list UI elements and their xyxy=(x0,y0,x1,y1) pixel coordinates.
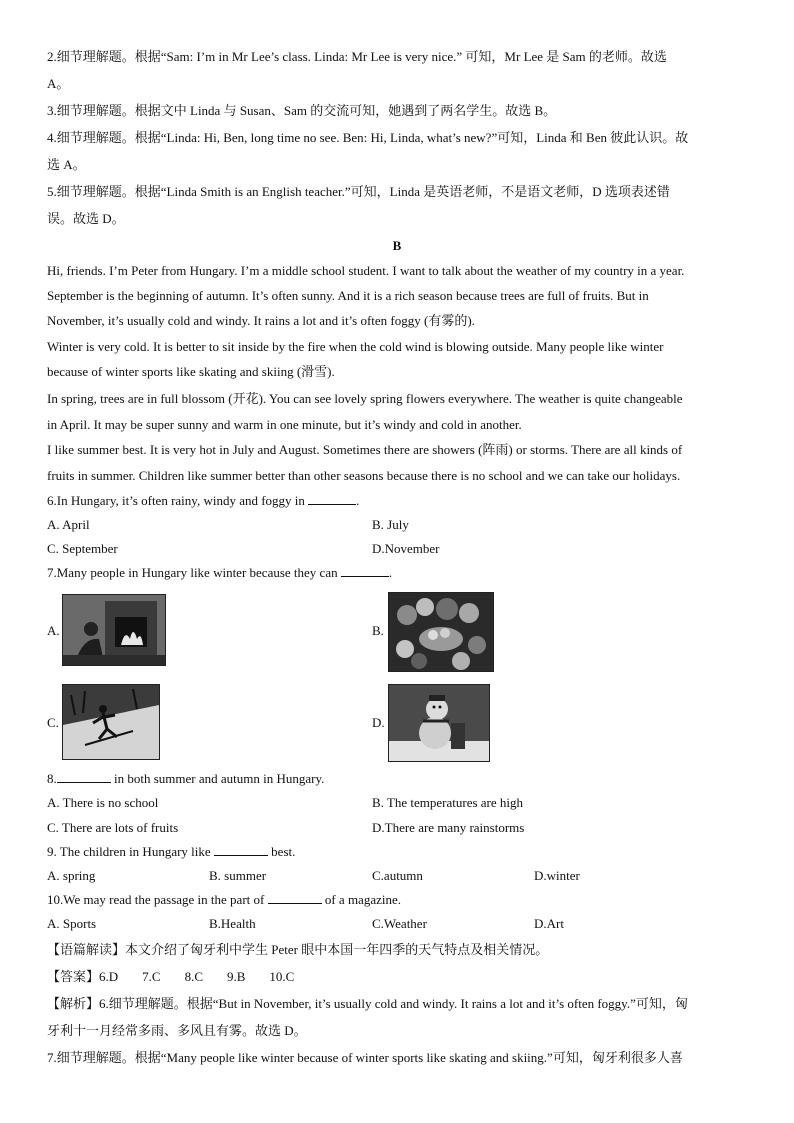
q8-option-c: C. There are lots of fruits xyxy=(47,820,179,835)
answer-blank xyxy=(341,564,389,577)
q9-option-b: B. summer xyxy=(209,868,267,883)
explanation-2-line1: 2.细节理解题。根据“Sam: I’m in Mr Lee’s class. Linda: Mr Lee is very nice.” 可知，Mr Lee 是 Sam 的老师。故选 xyxy=(47,49,667,64)
passage-line: fruits in summer. Children like summer better than other seasons because there is no school and we can take our holidays. xyxy=(47,468,681,483)
fruits-photo xyxy=(388,592,494,672)
explanation-5-line1: 5.细节理解题。根据“Linda Smith is an English teacher.”可知，Linda 是英语老师，不是语文老师，D 选项表述错 xyxy=(47,184,670,199)
explanation-2-line2: A。 xyxy=(47,76,70,91)
q8-option-a: A. There is no school xyxy=(47,795,159,810)
question-6-stem: 6.In Hungary, it’s often rainy, windy and foggy in . xyxy=(47,493,360,508)
explanation-4-line1: 4.细节理解题。根据“Linda: Hi, Ben, long time no see. Ben: Hi, Linda, what’s new?”可知，Linda 和 Ben 彼此认识。故 xyxy=(47,130,689,145)
q8-option-b: B. The temperatures are high xyxy=(372,795,524,810)
answer-item: 7.C xyxy=(142,969,161,984)
analysis-7-line1: 7.细节理解题。根据“Many people like winter because of winter sports like skating and skiing.”可知，匈牙利很多人喜 xyxy=(47,1050,683,1065)
q7-option-c-label: C. xyxy=(47,715,59,730)
question-7-stem: 7.Many people in Hungary like winter because they can . xyxy=(47,565,393,580)
reading-summary: 【语篇解读】本文介绍了匈牙利中学生 Peter 眼中本国一年四季的天气特点及相关情况。 xyxy=(47,942,549,957)
q7-option-a-label: A. xyxy=(47,623,60,638)
passage-line: Hi, friends. I’m Peter from Hungary. I’m a middle school student. I want to talk about the weather of my country in a year. xyxy=(47,263,685,278)
answer-blank xyxy=(214,843,268,856)
q7-option-d-label: D. xyxy=(372,715,385,730)
q6-option-b: B. July xyxy=(372,517,409,532)
passage-line: in April. It may be super sunny and warm in one minute, but it’s windy and cold in another. xyxy=(47,417,522,432)
answer-item: 10.C xyxy=(269,969,295,984)
passage-line: September is the beginning of autumn. It’s often sunny. And it is a rich season because trees are full of fruits. But in xyxy=(47,288,649,303)
answer-blank xyxy=(308,492,356,505)
question-9-stem: 9. The children in Hungary like best. xyxy=(47,844,296,859)
question-10-stem: 10.We may read the passage in the part of of a magazine. xyxy=(47,892,401,907)
section-label: B xyxy=(392,238,402,253)
passage-line: I like summer best. It is very hot in July and August. Sometimes there are showers (阵雨) or storms. There are all kinds of xyxy=(47,442,683,457)
q10-option-d: D.Art xyxy=(534,916,564,931)
explanation-4-line2: 选 A。 xyxy=(47,157,86,172)
explanation-5-line2: 误。故选 D。 xyxy=(47,211,125,226)
answer-item: 8.C xyxy=(184,969,203,984)
question-8-stem: 8. in both summer and autumn in Hungary. xyxy=(47,771,325,786)
passage-line: because of winter sports like skating and skiing (滑雪). xyxy=(47,364,335,379)
q6-option-a: A. April xyxy=(47,517,90,532)
q9-option-a: A. spring xyxy=(47,868,96,883)
passage-line: November, it’s usually cold and windy. It rains a lot and it’s often foggy (有雾的). xyxy=(47,313,475,328)
q8-option-d: D.There are many rainstorms xyxy=(372,820,525,835)
q9-option-c: C.autumn xyxy=(372,868,423,883)
answer-item: 6.D xyxy=(99,969,119,984)
snowman-photo xyxy=(388,684,490,762)
answer-blank xyxy=(268,891,322,904)
q10-option-c: C.Weather xyxy=(372,916,427,931)
q9-option-d: D.winter xyxy=(534,868,580,883)
analysis-6-line2: 牙利十一月经常多雨、多风且有雾。故选 D。 xyxy=(47,1023,307,1038)
analysis-6-line1: 【解析】6.细节理解题。根据“But in November, it’s usually cold and windy. It rains a lot and it’s often foggy.”可知，匈 xyxy=(47,996,688,1011)
answer-key xyxy=(47,968,747,986)
explanation-3: 3.细节理解题。根据文中 Linda 与 Susan、Sam 的交流可知，她遇到了两名学生。故选 B。 xyxy=(47,103,557,118)
answer-blank xyxy=(57,770,111,783)
q6-option-d: D.November xyxy=(372,541,440,556)
answer-label: 【答案】 xyxy=(47,969,100,984)
fireplace-photo xyxy=(62,594,166,666)
q10-option-a: A. Sports xyxy=(47,916,97,931)
passage-line: Winter is very cold. It is better to sit inside by the fire when the cold wind is blowing outside. Many people like winter xyxy=(47,339,664,354)
answer-item: 9.B xyxy=(227,969,246,984)
q6-option-c: C. September xyxy=(47,541,118,556)
skiing-photo xyxy=(62,684,160,760)
q10-option-b: B.Health xyxy=(209,916,256,931)
q7-option-b-label: B. xyxy=(372,623,384,638)
passage-line: In spring, trees are in full blossom (开花). You can see lovely spring flowers everywhere. The weather is quite changeable xyxy=(47,391,683,406)
